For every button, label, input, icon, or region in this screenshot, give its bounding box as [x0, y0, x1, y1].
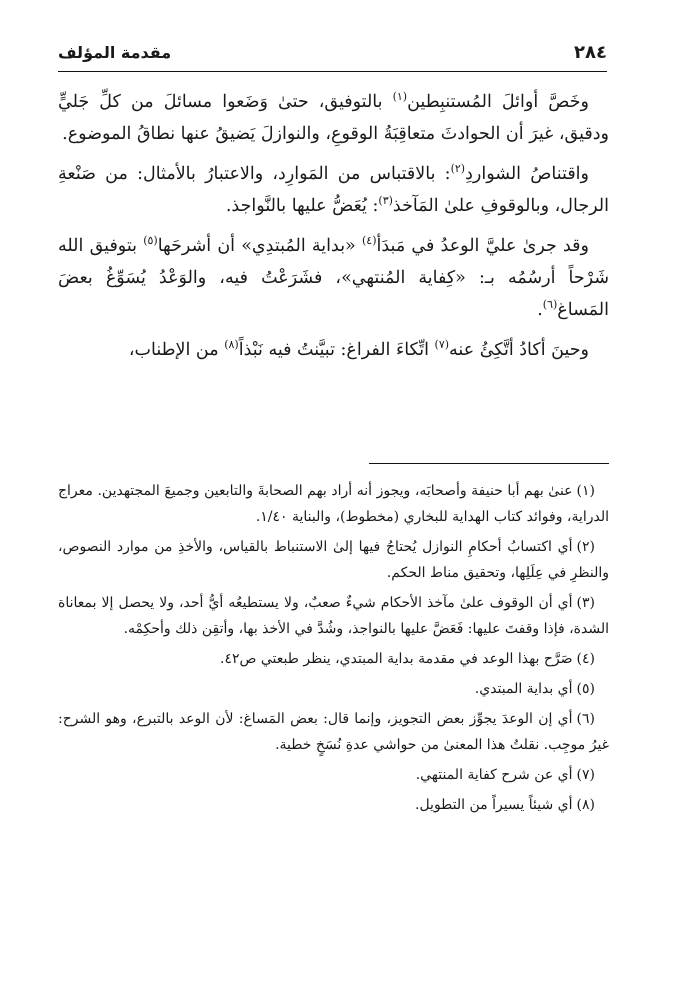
footnote-text: أي أن الوقوف علىٰ مآخذ الأحكام شيءٌ صعبٌ، ولا يستطيعُه أيُّ أحد، ولا يحصل إلا بمعاناة الشدة، فإذا وقفتَ عليها: فَعَضَّ عليها بالنواجذ، وشُدَّ في الأخذ بها، وأتقِن ذلك وأحكِمْه. [58, 595, 609, 637]
footnote-ref: (٦) [542, 298, 558, 312]
footnote-number: (٢) [576, 539, 595, 555]
footnote-text: أي عن شرح كفاية المنتهي. [415, 767, 573, 783]
footnote-ref: (٥) [143, 234, 158, 248]
footnote-ref: (٤) [361, 234, 377, 248]
text-run: بتوفيق الله شَرْحاً أرسُمُه بـ: «كِفاية المُنتهي»، فشَرَعْتُ فيه، والوَعْدُ يُسَوِّغُ بعضَ المَساغ [58, 236, 609, 320]
text-run: وقد جرىٰ عليَّ الوعدُ في مَبدَأ [376, 236, 589, 256]
footnote-text: أي إن الوعدَ يجوِّز بعض التجويز، وإنما قال: بعض المَساغ: لأن الوعد بالتبرع، وهو الشرح: غيرُ موجِب. نقلتُ هذا المعنىٰ من حواشي عدةِ نُسَخٍ خطية. [58, 711, 609, 753]
page-header [58, 38, 607, 72]
page-title: مقدمة المؤلف [58, 43, 172, 62]
footnote-ref: (٣) [378, 194, 393, 208]
footnote-number: (٨) [576, 797, 595, 813]
page-number: ٢٨٤ [574, 42, 607, 63]
main-text [58, 86, 609, 374]
footnote-divider [369, 463, 609, 464]
footnote-ref: (٢) [450, 162, 466, 176]
footnote [58, 478, 609, 530]
footnote [58, 762, 609, 788]
text-run: «بداية المُبتدِي» أن أشرحَها [157, 236, 362, 256]
footnote [58, 676, 609, 702]
text-run: وخَصَّ أوائلَ المُستنبِطين [407, 92, 589, 112]
footnote-ref: (١) [392, 90, 408, 104]
text-run: : يُعَضُّ عليها بالنَّواجذ. [225, 196, 379, 216]
footnote-number: (١) [576, 483, 595, 499]
text-run: بالتوفيق، حتىٰ وَضَعوا مسائلَ من كلِّ جَليٍّ ودقيق، غيرَ أن الحوادثَ متعاقِبَةُ الوقوعِ، والنوازلَ يَضيقُ عنها نطاقُ الموضوع. [58, 92, 609, 144]
footnote-number: (٧) [576, 767, 595, 783]
paragraph [58, 334, 609, 366]
footnote-text: أي شيئاً يسيراً من التطويل. [415, 797, 573, 813]
footnote-number: (٣) [576, 595, 595, 611]
footnote [58, 534, 609, 586]
footnote-number: (٤) [576, 651, 595, 667]
text-run: واقتناصُ الشواردِ [465, 164, 589, 184]
footnotes [58, 478, 609, 822]
text-run: : بالاقتباس من المَوارِد، والاعتبارُ بالأمثال: من صَنْعةِ الرجال، وبالوقوفِ علىٰ المَآخذ [58, 164, 609, 216]
footnote-ref: (٧) [434, 338, 450, 352]
footnote-text: عنىٰ بهم أبا حنيفة وأصحابَه، ويجوز أنه أراد بهم الصحابةَ والتابعين وجميعَ المجتهدين. معراج الدراية، وفوائد كتاب الهداية للبخاري (مخطوط)، والبناية ١/٤٠. [58, 483, 609, 525]
text-run: من الإطناب، [128, 340, 225, 360]
footnote-text: أي بداية المبتدي. [474, 681, 573, 697]
paragraph [58, 158, 609, 222]
paragraph [58, 230, 609, 326]
footnote-ref: (٨) [224, 338, 239, 352]
text-run: . [537, 300, 543, 320]
footnote-number: (٥) [576, 681, 595, 697]
footnote-text: صَرَّح بهذا الوعد في مقدمة بداية المبتدي، ينظر طبعتي ص٤٢. [220, 651, 573, 667]
footnote-number: (٦) [576, 711, 595, 727]
text-run: وحينَ أكادُ أتَّكِئُ عنه [449, 340, 589, 360]
footnote-text: أي اكتسابُ أحكامِ النوازل يُحتاجُ فيها إلىٰ الاستنباط بالقياس، والأخذِ من موارد النصوص، والنظرِ في عِلَلِها، وتحقيق مناط الحكم. [58, 539, 609, 581]
footnote [58, 706, 609, 758]
footnote [58, 646, 609, 672]
text-run: اتِّكاءَ الفراغ: تبيَّنتُ فيه نَبْذاً [238, 340, 435, 360]
footnote [58, 590, 609, 642]
footnote [58, 792, 609, 818]
paragraph [58, 86, 609, 150]
